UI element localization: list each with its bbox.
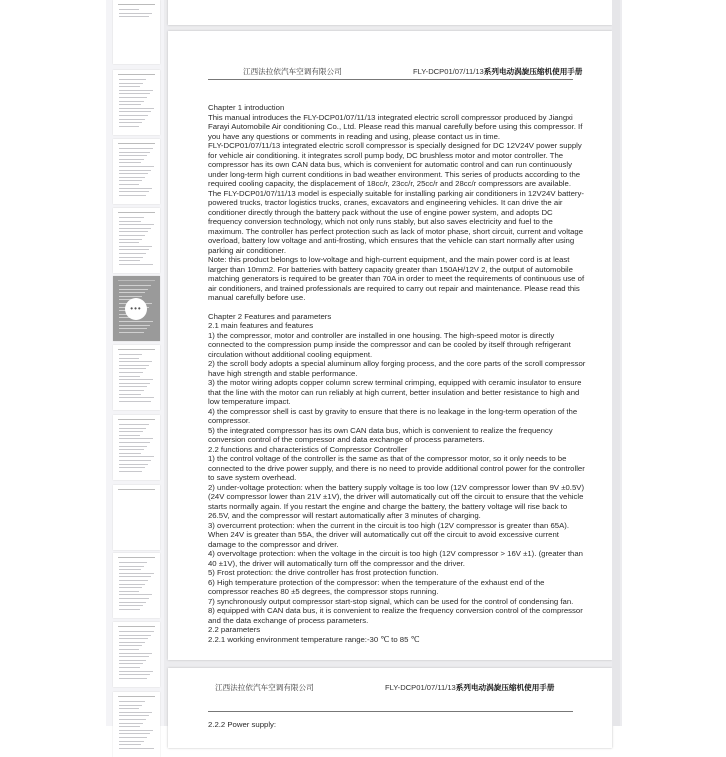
thumbnail-line <box>119 741 144 742</box>
thumbnail-line <box>119 456 154 457</box>
scrollbar[interactable] <box>612 0 620 726</box>
thumbnail-line <box>119 730 153 731</box>
thumbnail-line <box>119 737 147 738</box>
page-thumbnail[interactable] <box>113 208 160 273</box>
thumbnail-line <box>119 195 146 196</box>
thumbnail-line <box>119 642 145 643</box>
thumbnail-line <box>119 656 149 657</box>
text-line: connected to the compression pump inside the compressor and can be cooled by itself through refrigerant <box>208 340 571 349</box>
page-thumbnail[interactable] <box>113 345 160 410</box>
thumbnail-line <box>119 379 153 380</box>
thumbnail-line <box>119 638 148 639</box>
text-line: This manual introduces the FLY-DCP01/07/11/13 integrated electric scroll compressor produced by Jiangxi <box>208 112 573 122</box>
thumbnail-line <box>119 115 148 116</box>
thumbnail-line <box>119 231 148 232</box>
text-line: When 24V is greater than 55A, the driver will automatically cut off the circuit to avoid excessive current <box>208 530 559 539</box>
thumbnail-line <box>119 354 142 355</box>
thumbnail-header <box>118 489 155 490</box>
thumbnail-line <box>119 361 152 362</box>
thumbnail-line <box>119 90 153 91</box>
text-line: 5) Frost protection: the drive controller has frost protection function. <box>208 568 439 577</box>
thumbnail-line <box>119 591 139 592</box>
thumbnail-line <box>119 264 153 265</box>
thumbnail-line <box>119 653 152 654</box>
thumbnail-line <box>119 605 143 606</box>
text-line: matching generators is required to be greater than 70A in order to meet the requirements of continuous use of <box>208 274 585 283</box>
thumbnail-line <box>119 705 142 706</box>
thumbnail-line <box>119 573 154 574</box>
thumbnail-line <box>119 386 147 387</box>
header-manual-title <box>413 66 583 77</box>
header-model: FLY-DCP01/07/11/13 <box>385 683 456 692</box>
text-line: that the line with the motor can run reliably at high current, better insulation and better resistance to high and <box>208 387 580 397</box>
text-line: to save system overhead. <box>208 473 297 482</box>
text-line: compressor reaches 80 ±5 degrees, the compressor stops running. <box>208 587 439 596</box>
thumbnail-line <box>119 376 140 377</box>
thumbnail-header <box>118 4 155 5</box>
thumbnail-line <box>119 397 154 398</box>
page-thumbnail[interactable] <box>113 553 160 618</box>
page-thumbnail[interactable] <box>113 485 160 550</box>
text-line: 2.1 main features and features <box>208 321 314 330</box>
text-line: (24V compressor lower than 21V ±1V), the driver will automatically cut off the circuit to ensure that the vehicle <box>208 492 584 501</box>
thumbnail-line <box>119 108 154 109</box>
thumbnail-header <box>118 349 155 350</box>
thumbnail-header <box>118 143 155 144</box>
page-3 <box>168 668 612 748</box>
text-line: under long-term high current conditions in bad weather environment. This series of products according to the <box>208 169 581 179</box>
text-line: 3) overcurrent protection: when the current in the circuit is too high (12V compressor is greater than 65A). <box>208 520 569 530</box>
thumbnail-line <box>119 587 142 588</box>
thumbnail-line <box>119 155 147 156</box>
thumbnail-line <box>119 446 147 447</box>
text-line: maximum. The controller has perfect protection such as lack of motor phase, short circuit, current and voltage <box>208 226 584 236</box>
thumbnail-line <box>119 467 145 468</box>
thumbnail-line <box>119 394 141 395</box>
thumbnail-line <box>119 188 152 189</box>
header-rule <box>208 79 573 80</box>
thumbnail-header <box>118 557 155 558</box>
thumbnail-line <box>119 325 150 326</box>
text-line: connected to the drive power supply, and there is no need to provide additional control power for the controller <box>208 463 585 473</box>
thumbnail-line <box>119 162 141 163</box>
thumbnail-line <box>119 97 147 98</box>
thumbnail-line <box>119 257 143 258</box>
text-line: Chapter 2 Features and parameters <box>208 311 332 321</box>
text-line: 5) the integrated compressor has its own CAN data bus, which is convenient to realize the frequency <box>208 425 553 435</box>
thumbnail-line <box>119 358 139 359</box>
thumbnail-line <box>119 708 139 709</box>
thumbnail-header <box>118 696 155 697</box>
thumbnail-line <box>119 674 150 675</box>
thumbnail-line <box>119 228 151 229</box>
text-line: 2.2 parameters <box>208 625 261 634</box>
thumbnail-header <box>118 419 155 420</box>
thumbnail-line <box>119 83 143 84</box>
thumbnail-line <box>119 569 141 570</box>
thumbnail-line <box>119 292 145 293</box>
thumbnail-line <box>119 383 150 384</box>
thumbnail-line <box>119 365 149 366</box>
header-rule <box>208 711 573 712</box>
thumbnail-line <box>119 733 150 734</box>
thumbnail-line <box>119 221 141 222</box>
text-line: Note: this product belongs to low-voltage and high-current equipment, and the main power cord is at least <box>208 255 570 264</box>
text-line: 2) under-voltage protection: when the battery supply voltage is too low (12V compressor lower than 9V ±0.5V) <box>208 482 585 492</box>
page-thumbnail[interactable] <box>113 276 160 341</box>
thumbnail-line <box>119 701 145 702</box>
thumbnail-line <box>119 744 141 745</box>
thumbnail-line <box>119 726 140 727</box>
thumbnail-line <box>119 177 145 178</box>
page-thumbnail[interactable] <box>113 70 160 135</box>
page-thumbnail[interactable] <box>113 622 160 687</box>
thumbnail-line <box>119 435 140 436</box>
thumbnail-line <box>119 285 151 286</box>
thumbnail-line <box>119 289 148 290</box>
page-thumbnail[interactable] <box>113 692 160 757</box>
thumbnail-line <box>119 296 142 297</box>
thumbnail-line <box>119 431 143 432</box>
thumbnail-line <box>119 723 143 724</box>
thumbnail-line <box>119 332 144 333</box>
text-line: manual carefully before use. <box>208 293 306 302</box>
header-title-cn: 系列电动涡旋压缩机使用手册 <box>483 67 583 76</box>
thumbnail-line <box>119 159 144 160</box>
text-line: required cooling capacity, the displacement of 18cc/r, 23cc/r, 25cc/r and 28cc/r compressors are available. <box>208 179 571 188</box>
header-company: 江西法拉依汽车空调有限公司 <box>215 683 314 692</box>
thumbnail-line <box>119 166 154 167</box>
text-line: 40 ±1V), the driver will automatically turn off the compressor and the driver. <box>208 558 465 568</box>
thumbnail-line <box>119 242 139 243</box>
thumbnail-header <box>118 74 155 75</box>
text-line: 2) the scroll body adopts a special aluminum alloy forging process, and the core parts of the scroll compressor <box>208 359 586 368</box>
text-line: Chapter 1 introduction <box>208 103 285 112</box>
thumbnail-line <box>119 449 144 450</box>
text-line: 1) the control voltage of the controller is the same as that of the compressor motor, so it only needs to be <box>208 454 567 463</box>
thumbnail-line <box>119 678 147 679</box>
thumbnail-line <box>119 101 144 102</box>
text-line: 6) High temperature protection of the compressor: when the temperature of the exhaust end of the <box>208 577 545 587</box>
thumbnail-line <box>119 580 148 581</box>
thumbnail-line <box>119 111 151 112</box>
text-line: and the data exchange of process parameters. <box>208 615 369 625</box>
thumbnail-line <box>119 390 144 391</box>
thumbnail-line <box>119 712 152 713</box>
thumbnail-line <box>119 235 145 236</box>
text-line: 2.2.1 working environment temperature range:-30 ℃ to 85 ℃ <box>208 634 420 644</box>
thumbnail-line <box>119 170 151 171</box>
header-model: FLY-DCP01/07/11/13 <box>413 67 484 76</box>
thumbnail-line <box>119 464 148 465</box>
thumbnail-line <box>119 428 146 429</box>
page-thumbnail[interactable] <box>113 415 160 480</box>
text-line: parking air conditioner. <box>208 245 286 255</box>
thumbnail-header <box>118 212 155 213</box>
chapter-1 <box>208 103 585 303</box>
page-thumbnail[interactable] <box>113 139 160 204</box>
chapter-2 <box>208 312 585 645</box>
thumbnail-line <box>119 184 139 185</box>
thumbnail-line <box>119 191 149 192</box>
thumbnail-header <box>118 626 155 627</box>
thumbnail-line <box>119 667 140 668</box>
thumbnail-line <box>119 217 144 218</box>
thumbnail-line <box>119 649 139 650</box>
thumbnail-line <box>119 635 151 636</box>
thumbnail-line <box>119 180 142 181</box>
thumbnail-strip[interactable] <box>106 0 164 726</box>
text-line: circulation without additional cooling equipment. <box>208 349 373 359</box>
page-2 <box>168 31 612 660</box>
header-manual-title <box>385 682 555 693</box>
text-line: Farayi Automobile Air conditioning Co., Ltd. Please read this manual carefully before using this compressor. If <box>208 122 583 131</box>
thumbnail-line <box>119 748 154 749</box>
text-line: FLY-DCP01/07/11/13 integrated electric scroll compressor is specially designed for DC 12V24V power supply <box>208 141 582 150</box>
text-line: 1) the compressor, motor and controller are installed in one housing. The high-speed motor is directly <box>208 330 555 340</box>
thumbnail-line <box>119 368 146 369</box>
thumbnail-line <box>119 663 143 664</box>
thumbnail-line <box>119 260 140 261</box>
text-line: have high strength and stable performance. <box>208 368 358 378</box>
thumbnail-line <box>119 119 145 120</box>
thumbnail-line <box>119 9 139 10</box>
thumbnail-line <box>119 224 154 225</box>
page-thumbnail[interactable] <box>113 0 160 64</box>
header-company: 江西法拉依汽车空调有限公司 <box>243 67 342 76</box>
thumbnail-line <box>119 424 149 425</box>
text-line: 4) the compressor shell is cast by gravity to ensure that there is no leakage in the long-term operation of the <box>208 406 578 416</box>
text-line: low temperature impact. <box>208 397 291 406</box>
page-body <box>208 720 276 730</box>
thumbnail-line <box>119 16 149 17</box>
thumbnail-line <box>119 598 149 599</box>
thumbnail-line <box>119 93 150 94</box>
thumbnail-line <box>119 645 142 646</box>
thumbnail-line <box>119 671 153 672</box>
text-line: compressor has its own CAN data bus, which is convenient for automatic control and can run continuously <box>208 160 573 169</box>
thumbnail-line <box>119 609 140 610</box>
thumbnail-line <box>119 453 141 454</box>
thumbnail-line <box>119 152 150 153</box>
thumbnail-line <box>119 566 144 567</box>
text-line: 8) equipped with CAN data bus, it is convenient to realize the frequency conversion control of the compressor <box>208 606 583 615</box>
thumbnail-line <box>119 660 146 661</box>
text-line: The FLY-DCP01/07/11/13 model is especially suitable for installing parking air conditioners in 12V24V battery- <box>208 188 584 198</box>
text-line: overload, battery low voltage and anti-frosting, which ensures that the vehicle can start normally after using <box>208 236 575 245</box>
page-previous <box>168 0 612 25</box>
thumbnail-line <box>119 719 146 720</box>
text-line: conversion control of the compressor and data exchange of process parameters. <box>208 435 485 444</box>
ellipsis-icon[interactable]: ••• <box>125 298 147 320</box>
text-line: damage to the compressor and driver. <box>208 539 339 549</box>
thumbnail-line <box>119 239 142 240</box>
thumbnail-line <box>119 13 152 14</box>
text-line: 2.2.2 Power supply: <box>208 720 277 729</box>
text-line: 3) the motor wiring adopts copper column screw terminal crimping, equipped with ceramic insulator to ensure <box>208 378 582 387</box>
text-line: air conditioners, and trained professionals are required to carry out repair and maintenance. Please read this <box>208 283 580 293</box>
text-line: 26.5V, and the compressor will restart automatically after 3 minutes of charging. <box>208 511 481 520</box>
thumbnail-line <box>119 584 145 585</box>
text-line: frequency conversion technology, which not only runs stably, but also saves electricity and fuel to the <box>208 217 553 226</box>
thumbnail-line <box>119 471 142 472</box>
thumbnail-line <box>119 173 148 174</box>
text-line: compressor. <box>208 416 251 425</box>
thumbnail-header <box>118 280 155 281</box>
thumbnail-line <box>119 249 149 250</box>
thumbnail-line <box>119 328 147 329</box>
thumbnail-line <box>119 594 152 595</box>
thumbnail-line <box>119 631 154 632</box>
text-line: powered trucks, tractor logistics trucks, cranes, excavators and engineering vehicles. It can drive the air <box>208 198 563 207</box>
text-line: conditioner directly through the battery pack without the use of engine power system, and adopts DC <box>208 207 553 217</box>
text-line: larger than 10mm2. For batteries with battery capacity greater than 150AH/12V 2, the output of automobile <box>208 264 573 274</box>
thumbnail-line <box>119 576 151 577</box>
page-body <box>208 103 585 644</box>
thumbnail-line <box>119 246 152 247</box>
thumbnail-line <box>119 562 147 563</box>
thumbnail-line <box>119 602 146 603</box>
text-line: you have any questions or comments in reading and using, please contact us in time. <box>208 131 501 141</box>
thumbnail-line <box>119 253 146 254</box>
thumbnail-line <box>119 104 141 105</box>
text-line: 4) overvoltage protection: when the voltage in the circuit is too high (12V compressor > 16V ±1). (greater than <box>208 549 583 558</box>
text-line: for vehicle air conditioning. it integrates scroll pump body, DC brushless motor and motor controller. The <box>208 150 564 160</box>
text-line: 7) synchronously output compressor start-stop signal, which can be used for the control of condensing fan. <box>208 596 574 606</box>
thumbnail-line <box>119 321 153 322</box>
thumbnail-line <box>119 86 140 87</box>
thumbnail-line <box>119 438 153 439</box>
thumbnail-line <box>119 715 149 716</box>
text-line: starts normally again. If you restart the engine and charge the battery, the battery voltage will rise back to <box>208 501 568 511</box>
header-title-cn: 系列电动涡旋压缩机使用手册 <box>455 683 555 692</box>
thumbnail-line <box>119 148 153 149</box>
thumbnail-line <box>119 122 142 123</box>
thumbnail-line <box>119 401 151 402</box>
text-line: 2.2 functions and characteristics of Compressor Controller <box>208 444 408 454</box>
thumbnail-line <box>119 79 146 80</box>
thumbnail-line <box>119 442 150 443</box>
thumbnail-line <box>119 460 151 461</box>
thumbnail-line <box>119 126 139 127</box>
thumbnail-line <box>119 372 143 373</box>
